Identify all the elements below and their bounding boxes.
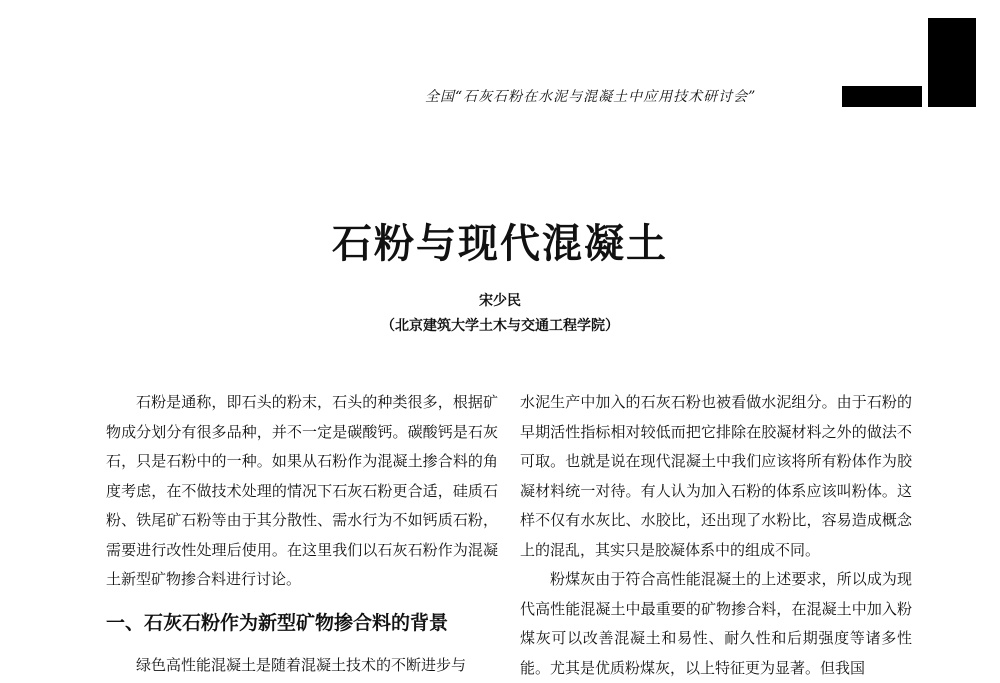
- paragraph: 石粉是通称，即石头的粉末，石头的种类很多，根据矿物成分划分有很多品种，并不一定是碳酸钙。碳酸钙是石灰石，只是石粉中的一种。如果从石粉作为混凝土掺合料的角度考虑，在不做技术处理的情况下石灰石粉更合适，硅质石粉、铁尾矿石粉等由于其分散性、需水行为不如钙质石粉，需要进行改性处理后使用。在这里我们以石灰石粉作为混凝土新型矿物掺合料进行讨论。: [106, 393, 498, 588]
- affiliation: （北京建筑大学土木与交通工程学院）: [381, 318, 619, 334]
- paragraph: 绿色高性能混凝土是随着混凝土技术的不断进步与: [136, 655, 467, 674]
- paragraph: 粉煤灰由于符合高性能混凝土的上述要求，所以成为现代高性能混凝土中最重要的矿物掺合料，在混凝土中加入粉煤灰可以改善混凝土和易性、耐久性和后期强度等诸多性能。尤其是优质粉煤灰，以上特征更为显著。但我国: [520, 570, 912, 677]
- header-bar-vertical: [928, 18, 976, 107]
- author: 宋少民: [479, 293, 521, 309]
- section-heading: 一、石灰石粉作为新型矿物掺合料的背景: [106, 611, 449, 634]
- right-column: [520, 388, 912, 683]
- article-title: 石粉与现代混凝土: [332, 221, 668, 267]
- running-header: 全国“石灰石粉在水泥与混凝土中应用技术研讨会”: [425, 89, 757, 105]
- header-bar-horizontal: [842, 86, 922, 107]
- left-column: [106, 388, 498, 680]
- paragraph: 水泥生产中加入的石灰石粉也被看做水泥组分。由于石粉的早期活性指标相对较低而把它排除在胶凝材料之外的做法不可取。也就是说在现代混凝土中我们应该将所有粉体作为胶凝材料统一对待。有人认为加入石粉的体系应该叫粉体。这样不仅有水灰比、水胶比，还出现了水粉比，容易造成概念上的混乱，其实只是胶凝体系中的组成不同。: [520, 393, 912, 559]
